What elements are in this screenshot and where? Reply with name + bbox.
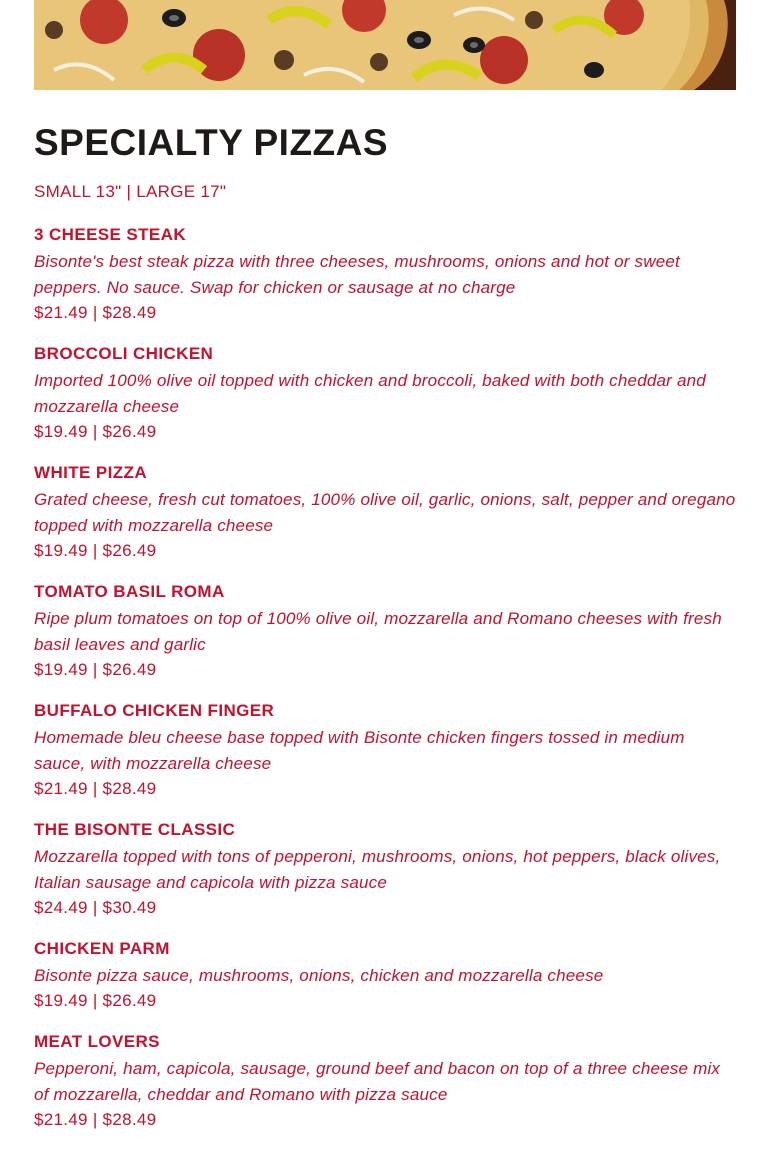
menu-item-name: WHITE PIZZA: [34, 463, 147, 482]
menu-item: [34, 700, 736, 819]
menu-item-description: Bisonte's best steak pizza with three cheeses, mushrooms, onions and hot or sweet peppers. No sauce. Swap for chicken or sausage at no charge: [34, 252, 680, 297]
menu-item-description: Grated cheese, fresh cut tomatoes, 100% olive oil, garlic, onions, salt, pepper and oregano topped with mozzarella cheese: [34, 490, 736, 535]
menu-item-name: BROCCOLI CHICKEN: [34, 344, 214, 363]
page-title: SPECIALTY PIZZAS: [34, 122, 389, 163]
menu-item-name: CHICKEN PARM: [34, 939, 170, 958]
menu-item: [34, 938, 736, 1031]
menu-item-description: Pepperoni, ham, capicola, sausage, ground beef and bacon on top of a three cheese mix of mozzarella, cheddar and Romano with pizza sauce: [34, 1059, 721, 1104]
menu-item: [34, 819, 736, 938]
menu-item-name: THE BISONTE CLASSIC: [34, 820, 236, 839]
pizza-photo: [34, 0, 736, 90]
menu-item-price: $19.49 | $26.49: [34, 541, 157, 560]
menu-item-description: Mozzarella topped with tons of pepperoni, mushrooms, onions, hot peppers, black olives, Italian sausage and capicola with pizza sauce: [34, 847, 721, 892]
menu-item-price: $19.49 | $26.49: [34, 660, 157, 679]
menu-item: [34, 224, 736, 343]
menu-item: [34, 462, 736, 581]
menu-item-price: $19.49 | $26.49: [34, 422, 157, 441]
size-options: SMALL 13" | LARGE 17": [34, 182, 227, 201]
menu-item-price: $21.49 | $28.49: [34, 1110, 157, 1129]
menu-item: [34, 1031, 736, 1150]
menu-list: [34, 224, 736, 1150]
menu-item-name: TOMATO BASIL ROMA: [34, 582, 225, 601]
menu-item: [34, 581, 736, 700]
menu-item-description: Homemade bleu cheese base topped with Bisonte chicken fingers tossed in medium sauce, with mozzarella cheese: [34, 728, 685, 773]
menu-item-price: $21.49 | $28.49: [34, 779, 157, 798]
menu-item-price: $21.49 | $28.49: [34, 303, 157, 322]
menu-item-description: Imported 100% olive oil topped with chicken and broccoli, baked with both cheddar and mozzarella cheese: [34, 371, 706, 416]
menu-item-description: Bisonte pizza sauce, mushrooms, onions, chicken and mozzarella cheese: [34, 966, 604, 985]
menu-item-price: $19.49 | $26.49: [34, 991, 157, 1010]
menu-item: [34, 343, 736, 462]
menu-item-description: Ripe plum tomatoes on top of 100% olive oil, mozzarella and Romano cheeses with fresh basil leaves and garlic: [34, 609, 722, 654]
menu-item-name: BUFFALO CHICKEN FINGER: [34, 701, 275, 720]
menu-item-name: MEAT LOVERS: [34, 1032, 160, 1051]
menu-item-price: $24.49 | $30.49: [34, 898, 157, 917]
menu-item-name: 3 CHEESE STEAK: [34, 225, 187, 244]
